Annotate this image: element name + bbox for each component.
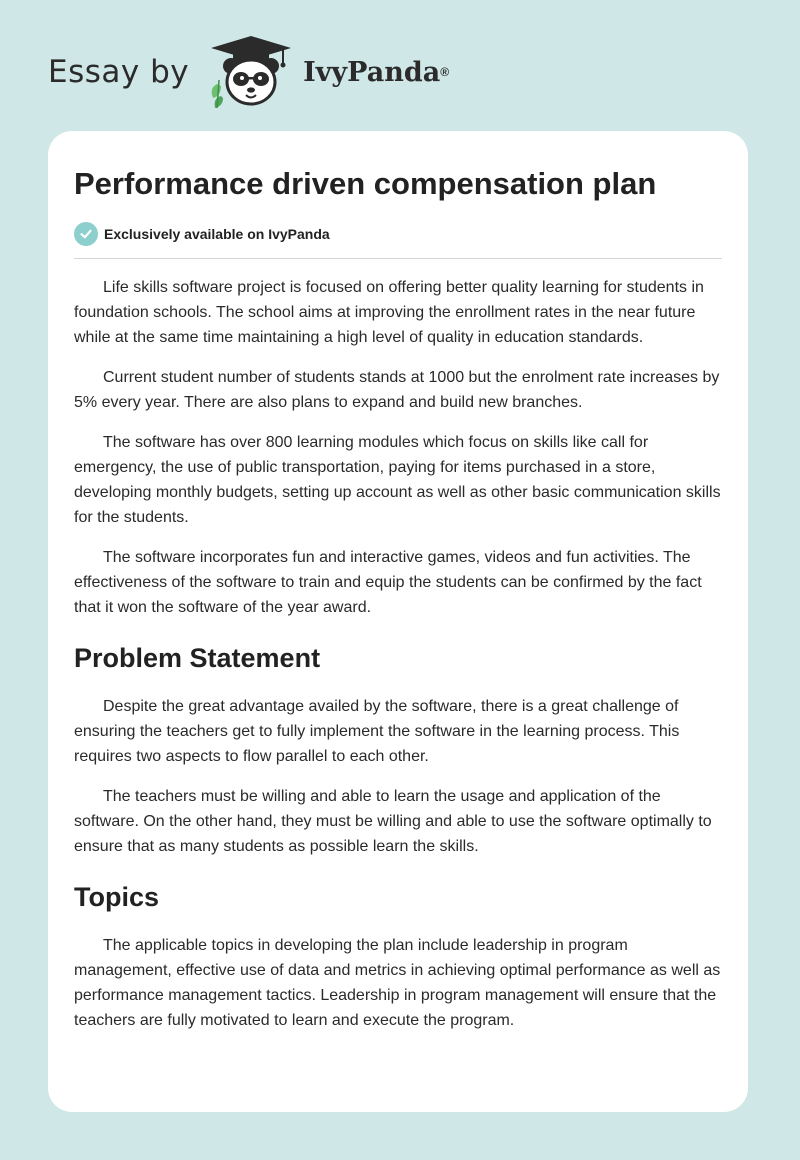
paragraph: The applicable topics in developing the plan include leadership in program management, effective use of data and metrics in achieving optimal performance as well as performance management tactics. Leadership in program management will ensure that the teachers are fully motivated to learn and execute the program. [74, 937, 721, 1029]
essay-card [48, 131, 748, 1112]
exclusive-badge-text: Exclusively available on IvyPanda [104, 226, 330, 242]
brand-name: IvyPanda [303, 56, 441, 88]
registered-mark: ® [440, 65, 450, 79]
section-heading-topics: Topics [74, 882, 160, 912]
exclusive-badge [74, 221, 722, 247]
section-heading-problem-statement: Problem Statement [74, 643, 321, 673]
title-divider [74, 258, 722, 259]
paragraph: Life skills software project is focused on offering better quality learning for students in foundation schools. The school aims at improving the enrollment rates in the near future while at the same time maintaining a high level of quality in education standards. [74, 279, 704, 346]
paragraph: The software incorporates fun and interactive games, videos and fun activities. The effectiveness of the software to train and equip the students can be confirmed by the fact that it won the software of the year award. [74, 549, 702, 616]
panda-logo-icon [203, 34, 299, 110]
check-icon [74, 222, 98, 246]
essay-title: Performance driven compensation plan [74, 166, 657, 201]
brand-header [48, 34, 449, 110]
paragraph: The software has over 800 learning modules which focus on skills like call for emergency, the use of public transportation, paying for items purchased in a store, developing monthly budgets, setting up account as well as other basic communication skills for the students. [74, 434, 721, 526]
paragraph: Current student number of students stands at 1000 but the enrolment rate increases by 5% every year. There are also plans to expand and build new branches. [74, 369, 720, 411]
paragraph: Despite the great advantage availed by the software, there is a great challenge of ensuring the teachers get to fully implement the software in the learning process. This requires two aspects to flow parallel to each other. [74, 698, 680, 765]
paragraph: The teachers must be willing and able to learn the usage and application of the software. On the other hand, they must be willing and able to use the software optimally to ensure that as many students as possible learn the skills. [74, 788, 712, 855]
brand-prefix: Essay by [48, 54, 190, 90]
